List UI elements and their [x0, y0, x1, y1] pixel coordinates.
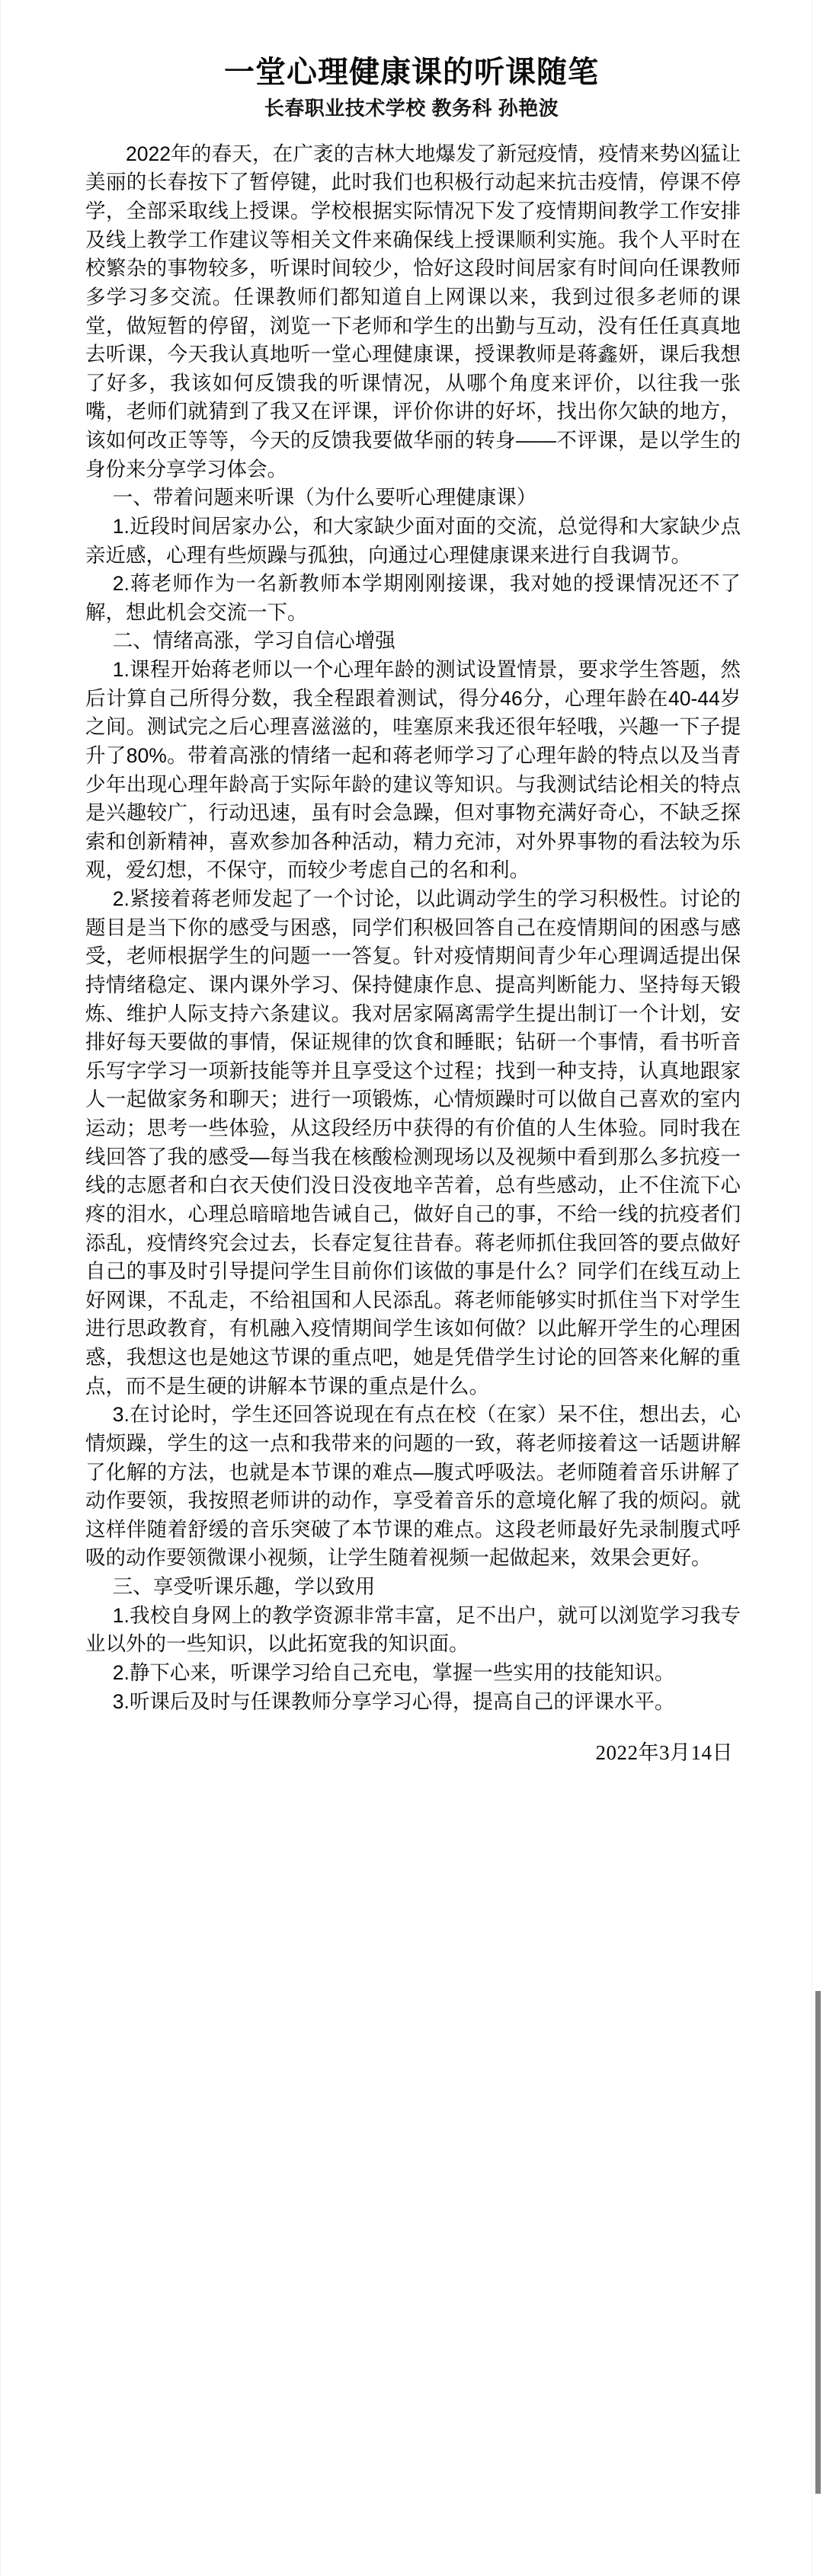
page-edge-left — [0, 0, 1, 2576]
document-date-row — [0, 1716, 823, 1766]
vertical-scrollbar-track[interactable] — [812, 0, 823, 2576]
section-3-item-3: 3.听课后及时与任课教师分享学习心得，提高自己的评课水平。 — [112, 1689, 675, 1713]
section-3-item-1: 1.我校自身网上的教学资源非常丰富，足不出户，就可以浏览学习我专业以外的一些知识，以此拓宽我的知识面。 — [85, 1603, 741, 1656]
section-heading-2: 二、情绪高涨，学习自信心增强 — [112, 629, 395, 653]
section-3-item-2: 2.静下心来，听课学习给自己充电，掌握一些实用的技能知识。 — [112, 1660, 675, 1684]
section-1-item-1: 1.近段时间居家办公，和大家缺少面对面的交流，总觉得和大家缺少点亲近感，心理有些烦躁与孤独，向通过心理健康课来进行自我调节。 — [85, 514, 741, 567]
vertical-scrollbar-thumb[interactable] — [815, 1991, 821, 2494]
document-tail-space — [0, 1766, 823, 1918]
paragraph-intro: 2022年的春天，在广袤的吉林大地爆发了新冠疫情，疫情来势凶猛让美丽的长春按下了暂停键，此时我们也积极行动起来抗击疫情，停课不停学，全部采取线上授课。学校根据实际情况下发了疫情期间教学工作安排及线上教学工作建议等相关文件来确保线上授课顺利实施。我个人平时在校繁杂的事物较多，听课时间较少，恰好这段时间居家有时间向任课教师多学习多交流。任课教师们都知道自上网课以来，我到过很多老师的课堂，做短暂的停留，浏览一下老师和学生的出勤与互动，没有任任真真地去听课，今天我认真地听一堂心理健康课，授课教师是蒋鑫妍，课后我想了好多，我该如何反馈我的听课情况，从哪个角度来评价，以往我一张嘴，老师们就猜到了我又在评课，评价你讲的好坏，找出你欠缺的地方，该如何改正等等，今天的反馈我要做华丽的转身——不评课，是以学生的身份来分享学习体会。 — [85, 142, 741, 481]
section-2-item-1: 1.课程开始蒋老师以一个心理年龄的测试设置情景，要求学生答题，然后计算自己所得分数，我全程跟着测试，得分46分，心理年龄在40-44岁之间。测试完之后心理喜滋滋的，哇塞原来我还很年轻哦，兴趣一下子提升了80%。带着高涨的情绪一起和蒋老师学习了心理年龄的特点以及当青少年出现心理年龄高于实际年龄的建议等知识。与我测试结论相关的特点是兴趣较广，行动迅速，虽有时会急躁，但对事物充满好奇心，不缺乏探索和创新精神，喜欢参加各种活动，精力充沛，对外界事物的看法较为乐观，爱幻想，不保守，而较少考虑自己的名和利。 — [85, 658, 741, 882]
document-header — [0, 0, 823, 122]
section-heading-3: 三、享受听课乐趣，学以致用 — [112, 1575, 376, 1599]
document-body — [0, 122, 823, 1716]
section-2-item-3: 3.在讨论时，学生还回答说现在有点在校（在家）呆不住，想出去，心情烦躁，学生的这一点和我带来的问题的一致，蒋老师接着这一话题讲解了化解的方法，也就是本节课的难点—腹式呼吸法。老师随着音乐讲解了动作要领，我按照老师讲的动作，享受着音乐的意境化解了我的烦闷。就这样伴随着舒缓的音乐突破了本节课的难点。这段老师最好先录制腹式呼吸的动作要领微课小视频，让学生随着视频一起做起来，效果会更好。 — [85, 1403, 741, 1570]
document-byline: 长春职业技术学校 教务科 孙艳波 — [264, 97, 559, 120]
section-heading-1: 一、带着问题来听课（为什么要听心理健康课） — [112, 486, 537, 510]
page-title: 一堂心理健康课的听课随笔 — [224, 56, 599, 89]
section-2-item-2: 2.紧接着蒋老师发起了一个讨论，以此调动学生的学习积极性。讨论的题目是当下你的感受与困惑，同学们积极回答自己在疫情期间的困惑与感受，老师根据学生的问题一一答复。针对疫情期间青少年心理调适提出保持情绪稳定、课内课外学习、保持健康作息、提高判断能力、坚持每天锻炼、维护人际支持六条建议。我对居家隔离需学生提出制订一个计划，安排好每天要做的事情，保证规律的饮食和睡眠；钻研一个事情，看书听音乐写字学习一项新技能等并且享受这个过程；找到一种支持，认真地跟家人一起做家务和聊天；进行一项锻炼，心情烦躁时可以做自己喜欢的室内运动；思考一些体验，从这段经历中获得的有价值的人生体验。同时我在线回答了我的感受—每当我在核酸检测现场以及视频中看到那么多抗疫一线的志愿者和白衣天使们没日没夜地辛苦着，总有些感动，止不住流下心疼的泪水，心理总暗暗地告诫自己，做好自己的事，不给一线的抗疫者们添乱，疫情终究会过去，长春定复往昔春。蒋老师抓住我回答的要点做好自己的事及时引导提问学生目前你们该做的事是什么？同学们在线互动上好网课，不乱走，不给祖国和人民添乱。蒋老师能够实时抓住当下对学生进行思政教育，有机融入疫情期间学生该如何做？以此解开学生的心理困惑，我想这也是她这节课的重点吧，她是凭借学生讨论的回答来化解的重点，而不是生硬的讲解本节课的重点是什么。 — [85, 887, 741, 1398]
section-1-item-2: 2.蒋老师作为一名新教师本学期刚刚接课，我对她的授课情况还不了解，想此机会交流一下。 — [85, 572, 741, 624]
document-date: 2022年3月14日 — [595, 1741, 733, 1765]
